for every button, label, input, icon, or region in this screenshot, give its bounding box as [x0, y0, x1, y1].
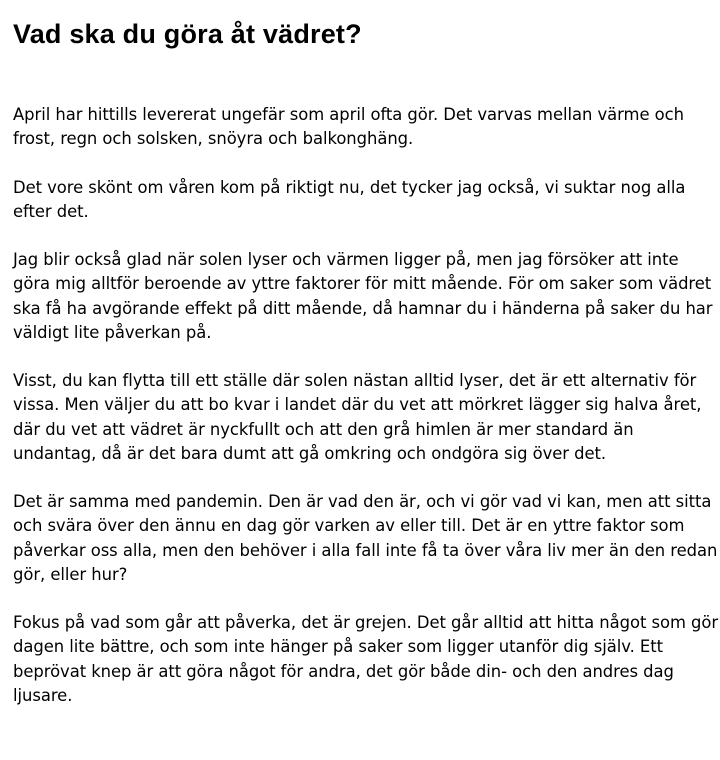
paragraph: Det är samma med pandemin. Den är vad den är, och vi gör vad vi kan, men att sitta och svära över den ännu en dag gör varken av eller till. Det är en yttre faktor som påverkar oss alla, men den behöver i alla fall inte få ta över våra liv mer än den redan gör, eller hur? — [13, 492, 718, 584]
paragraph: Det vore skönt om våren kom på riktigt nu, det tycker jag också, vi suktar nog alla efter det. — [13, 177, 686, 221]
paragraph: Visst, du kan flytta till ett ställe där solen nästan alltid lyser, det är ett alternativ för vissa. Men väljer du att bo kvar i landet där du vet att mörkret lägger sig halva året, där du vet att vädret är nyckfullt och att den grå himlen är mer standard än undantag, då är det bara dumt att gå omkring och ondgöra sig över det. — [13, 371, 702, 463]
paragraph: Fokus på vad som går att påverka, det är grejen. Det går alltid att hitta något som gör dagen lite bättre, och som inte hänger på saker som ligger utanför dig själv. Ett beprövat knep är att göra något för andra, det gör både din- och den andres dag ljusare. — [13, 613, 719, 705]
paragraph: April har hittills levererat ungefär som april ofta gör. Det varvas mellan värme och frost, regn och solsken, snöyra och balkonghäng. — [13, 105, 684, 149]
paragraph: Jag blir också glad när solen lyser och värmen ligger på, men jag försöker att inte göra mig alltför beroende av yttre faktorer för mitt mående. För om saker som vädret ska få ha avgörande effekt på ditt mående, då hamnar du i händerna på saker du har väldigt lite påverkan på. — [13, 250, 713, 342]
article-title: Vad ska du göra åt vädret? — [13, 19, 362, 49]
article-body — [13, 103, 719, 708]
